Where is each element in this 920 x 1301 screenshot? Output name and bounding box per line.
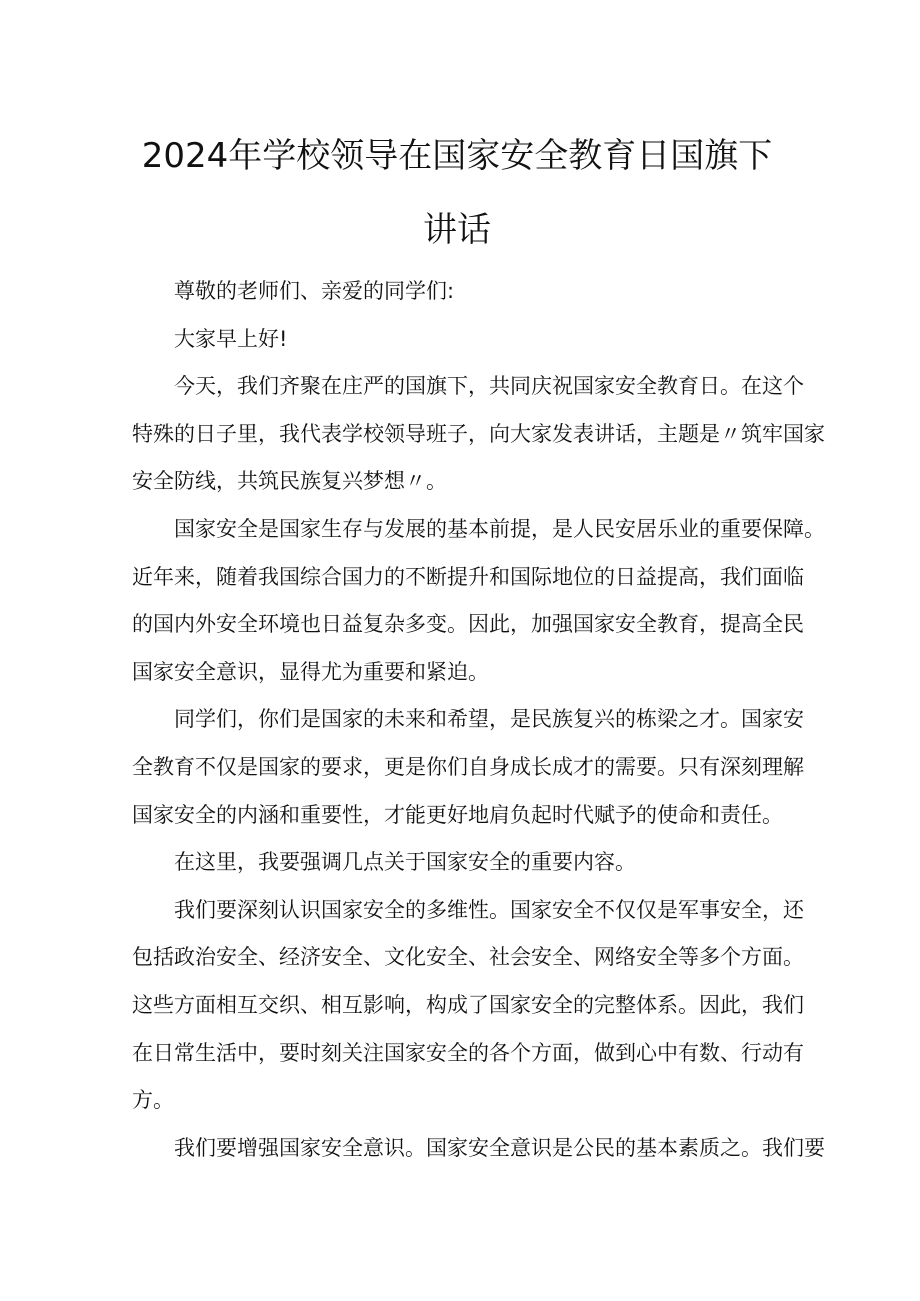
paragraph-line: 国家安全的内涵和重要性，才能更好地肩负起时代赋予的使命和责任。 [132, 802, 783, 827]
paragraph-line: 全教育不仅是国家的要求，更是你们自身成长成才的需要。只有深刻理解 [132, 754, 804, 779]
paragraph-line: 在日常生活中，要时刻关注国家安全的各个方面，做到心中有数、行动有 [132, 1040, 804, 1065]
body-paragraph [132, 363, 825, 506]
paragraph-line: 今天，我们齐聚在庄严的国旗下，共同庆祝国家安全教育日。在这个 [174, 374, 804, 399]
paragraph-line: 我们要深刻认识国家安全的多维性。国家安全不仅仅是军事安全，还 [174, 897, 804, 922]
body-paragraph [132, 839, 784, 887]
paragraph-line: 安全防线，共筑民族复兴梦想〃。 [132, 469, 447, 494]
body-paragraph [132, 1125, 825, 1173]
body-paragraph [132, 696, 804, 839]
paragraph-line: 这些方面相互交织、相互影响，构成了国家安全的完整体系。因此，我们 [132, 992, 804, 1017]
paragraph-line: 我们要增强国家安全意识。国家安全意识是公民的基本素质之。我们要 [174, 1135, 825, 1160]
paragraph-line: 特殊的日子里，我代表学校领导班子，向大家发表讲话，主题是〃筑牢国家 [132, 421, 825, 446]
paragraph-line: 方。 [132, 1088, 174, 1113]
paragraph-line: 国家安全意识，显得尤为重要和紧迫。 [132, 659, 489, 684]
salutation-paragraph [132, 268, 784, 316]
paragraph-line: 同学们，你们是国家的未来和希望，是民族复兴的栋梁之才。国家安 [174, 707, 804, 732]
paragraph-line: 尊敬的老师们、亲爱的同学们: [174, 279, 455, 303]
paragraph-line: 近年来，随着我国综合国力的不断提升和国际地位的日益提高，我们面临 [132, 564, 804, 589]
paragraph-line: 国家安全是国家生存与发展的基本前提，是人民安居乐业的重要保障。 [174, 516, 825, 541]
document-title-line-1: 2024年学校领导在国家安全教育日国旗下 [141, 136, 773, 176]
paragraph-line: 在这里，我要强调几点关于国家安全的重要内容。 [174, 850, 636, 875]
document-title-line-2: 讲话 [423, 210, 491, 250]
body-paragraph [132, 887, 804, 1125]
paragraph-line: 大家早上好! [174, 326, 288, 351]
paragraph-line: 包括政治安全、经济安全、文化安全、社会安全、网络安全等多个方面。 [132, 945, 804, 970]
body-paragraph [132, 506, 825, 696]
greeting-paragraph [132, 316, 784, 364]
document-body [132, 268, 825, 1172]
paragraph-line: 的国内外安全环境也日益复杂多变。因此，加强国家安全教育，提高全民 [132, 612, 804, 637]
